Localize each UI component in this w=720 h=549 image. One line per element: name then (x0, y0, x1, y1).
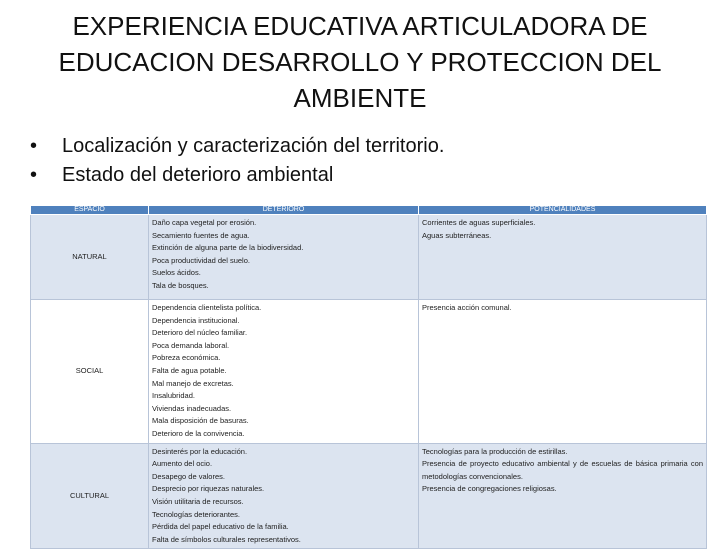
deterioro-item: Pérdida del papel educativo de la familia. (152, 522, 289, 532)
deterioro-item: Desapego de valores. (152, 471, 225, 481)
deterioro-item: Dependencia clientelista política. (152, 303, 262, 312)
deterioro-item: Desinterés por la educación. (152, 446, 248, 456)
deterioro-item: Aumento del ocio. (152, 459, 213, 469)
deterioro-item: Daño capa vegetal por erosión. (152, 218, 257, 227)
table-row (31, 215, 707, 300)
potencialidades-cell (419, 300, 707, 444)
deterioro-item: Deterioro del núcleo familiar. (152, 328, 248, 338)
espacio-cell: NATURAL (31, 215, 149, 300)
deterioro-item: Mal manejo de excretas. (152, 378, 234, 388)
table-header-row (31, 206, 707, 215)
deterioro-table (30, 205, 707, 549)
espacio-cell: CULTURAL (31, 443, 149, 549)
deterioro-item: Visión utilitaria de recursos. (152, 496, 244, 506)
deterioro-item: Falta de agua potable. (152, 365, 227, 375)
header-potencialidades: POTENCIALIDADES (419, 206, 707, 215)
deterioro-item: Dependencia institucional. (152, 315, 240, 325)
title-line-2: EDUCACION DESARROLLO Y PROTECCION DEL (58, 47, 662, 77)
potencialidades-cell (419, 215, 707, 300)
deterioro-item: Extinción de alguna parte de la biodiversidad. (152, 243, 304, 253)
espacio-cell: SOCIAL (31, 300, 149, 444)
deterioro-item: Poca productividad del suelo. (152, 255, 250, 265)
deterioro-item: Suelos ácidos. (152, 268, 201, 278)
deterioro-item: Deterioro de la convivencia. (152, 428, 245, 438)
deterioro-item: Falta de símbolos culturales representativos. (152, 534, 301, 544)
potencialidad-item: Aguas subterráneas. (422, 230, 492, 240)
potencialidad-item: Corrientes de aguas superficiales. (422, 218, 536, 227)
potencialidad-item: Presencia de proyecto educativo ambiental y de escuelas de básica primaria con metodologías convencionales. (422, 459, 703, 481)
bullet-text: Estado del deterioro ambiental (62, 164, 334, 186)
deterioro-item: Poca demanda laboral. (152, 340, 230, 350)
potencialidades-cell (419, 443, 707, 549)
bullet-dot-icon: • (30, 164, 38, 186)
deterioro-cell (149, 300, 419, 444)
title-line-3: AMBIENTE (293, 83, 427, 113)
header-espacio: ESPACIO (31, 206, 149, 215)
potencialidad-item: Presencia acción comunal. (422, 303, 512, 312)
deterioro-item: Insalubridad. (152, 391, 195, 401)
deterioro-item: Desprecio por riquezas naturales. (152, 484, 265, 494)
bullet-item (30, 161, 690, 190)
bullet-list (30, 132, 690, 190)
table-row (31, 443, 707, 549)
bullet-item (30, 132, 690, 161)
deterioro-item: Tala de bosques. (152, 280, 209, 290)
bullet-dot-icon: • (30, 135, 38, 157)
table-row (31, 300, 707, 444)
potencialidad-item: Presencia de congregaciones religiosas. (422, 484, 557, 494)
deterioro-item: Pobreza económica. (152, 353, 221, 363)
deterioro-item: Viviendas inadecuadas. (152, 403, 232, 413)
title-line-1: EXPERIENCIA EDUCATIVA ARTICULADORA DE (72, 11, 648, 41)
deterioro-cell (149, 443, 419, 549)
deterioro-item: Secamiento fuentes de agua. (152, 230, 250, 240)
bullet-text: Localización y caracterización del territorio. (62, 135, 445, 157)
header-deterioro: DETERIORO (149, 206, 419, 215)
potencialidad-item: Tecnologías para la producción de estirillas. (422, 446, 568, 456)
slide-title (40, 8, 680, 116)
deterioro-item: Tecnologías deteriorantes. (152, 509, 240, 519)
deterioro-item: Mala disposición de basuras. (152, 416, 249, 426)
deterioro-cell (149, 215, 419, 300)
